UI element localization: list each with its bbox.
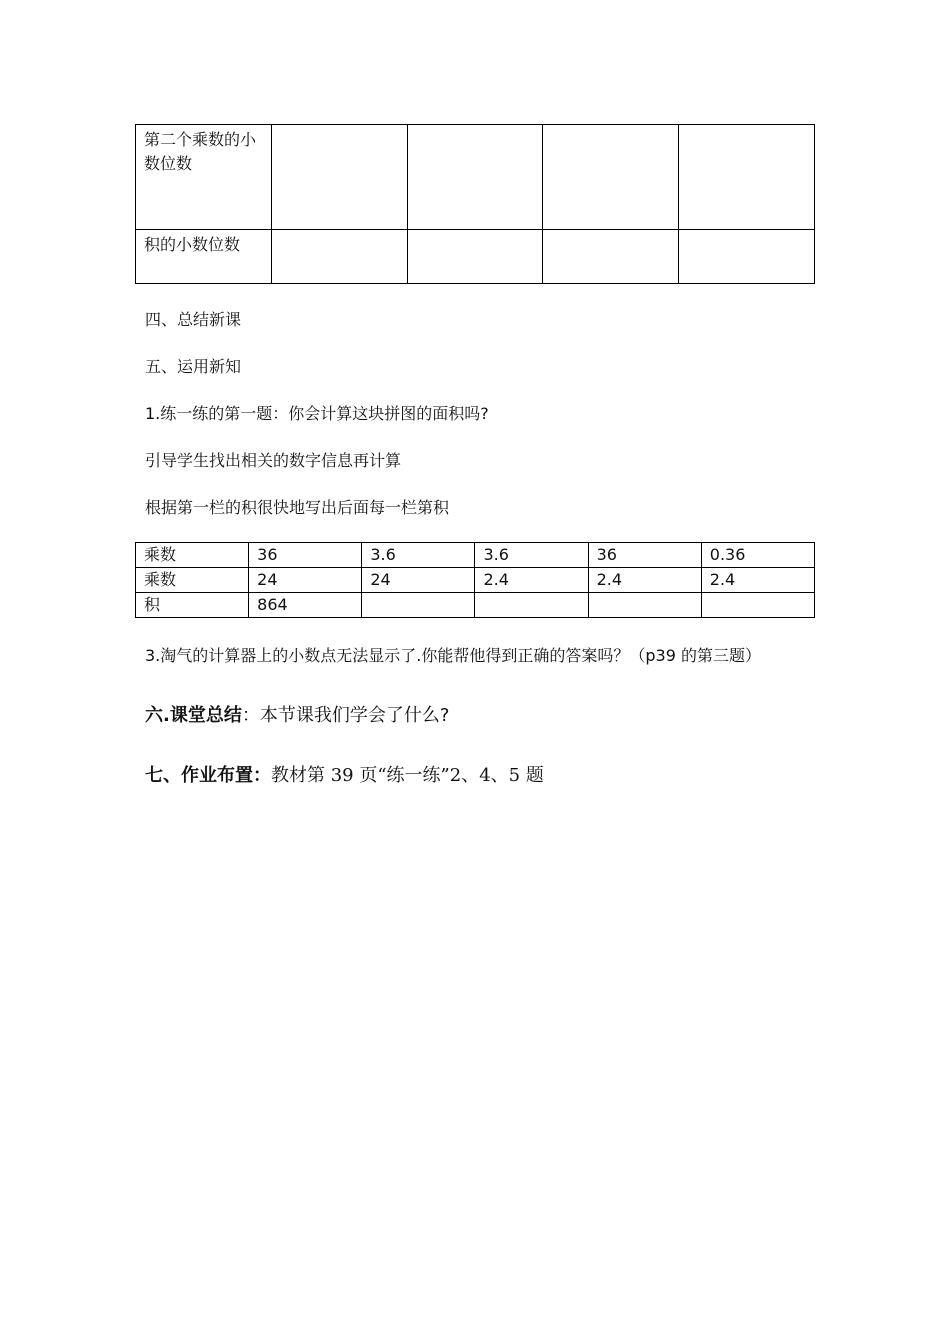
section-class-summary-text: ：本节课我们学会了什么? xyxy=(241,705,450,726)
table-cell: 36 xyxy=(588,543,701,568)
table-cell xyxy=(588,593,701,618)
section-homework xyxy=(145,763,544,789)
table-cell xyxy=(679,230,815,284)
table-row xyxy=(136,593,815,618)
row-label: 第二个乘数的小数位数 xyxy=(136,125,272,230)
table-row xyxy=(136,568,815,593)
table-cell: 乘数 xyxy=(136,543,249,568)
table-cell xyxy=(475,593,588,618)
table-cell: 积 xyxy=(136,593,249,618)
table-cell: 24 xyxy=(249,568,362,593)
table-cell: 2.4 xyxy=(701,568,814,593)
table-cell xyxy=(271,125,407,230)
table-row xyxy=(136,543,815,568)
multiplication-table xyxy=(135,542,815,618)
table-cell xyxy=(679,125,815,230)
table-cell: 36 xyxy=(249,543,362,568)
row-label: 积的小数位数 xyxy=(136,230,272,284)
section-summary-heading: 四、总结新课 xyxy=(145,310,242,329)
table-cell: 24 xyxy=(362,568,475,593)
table-cell: 3.6 xyxy=(475,543,588,568)
table-row xyxy=(136,125,815,230)
table-cell xyxy=(543,125,679,230)
table-cell xyxy=(407,230,543,284)
table-cell xyxy=(701,593,814,618)
table-row xyxy=(136,230,815,284)
table-cell: 0.36 xyxy=(701,543,814,568)
section-class-summary xyxy=(145,703,449,729)
table-cell xyxy=(362,593,475,618)
section-apply-heading: 五、运用新知 xyxy=(145,357,242,376)
table-cell xyxy=(407,125,543,230)
decimal-places-table xyxy=(135,124,815,284)
table-cell: 864 xyxy=(249,593,362,618)
instruction-text: 根据第一栏的积很快地写出后面每一栏第积 xyxy=(145,498,450,517)
exercise-3: 3.淘气的计算器上的小数点无法显示了.你能帮他得到正确的答案吗？（p39 的第三题） xyxy=(145,646,761,665)
section-homework-heading: 七、作业布置： xyxy=(145,765,271,786)
table-cell: 乘数 xyxy=(136,568,249,593)
guide-text: 引导学生找出相关的数字信息再计算 xyxy=(145,451,402,470)
section-class-summary-heading: 六.课堂总结 xyxy=(145,705,242,726)
table-cell xyxy=(271,230,407,284)
table-cell: 2.4 xyxy=(588,568,701,593)
table-cell: 3.6 xyxy=(362,543,475,568)
exercise-1: 1.练一练的第一题：你会计算这块拼图的面积吗? xyxy=(145,404,489,423)
table-cell: 2.4 xyxy=(475,568,588,593)
section-homework-text: 教材第 39 页“练一练”2、4、5 题 xyxy=(271,765,544,786)
table-cell xyxy=(543,230,679,284)
